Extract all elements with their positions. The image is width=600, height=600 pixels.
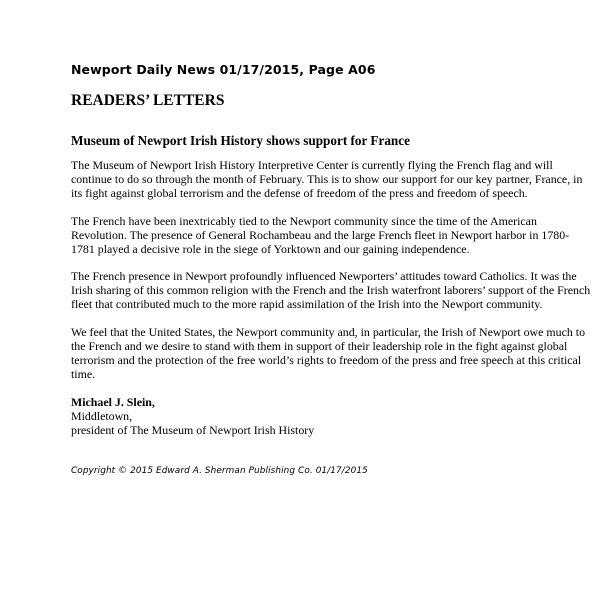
article-paragraph-3: The French presence in Newport profoundly influenced Newporters’ attitudes toward Catholics. It was the Irish sharing of this common religion with the French and the Irish waterfront laborers’ support of the French fleet that contributed much to the more rapid assimilation of the Irish into the Newport community.: [71, 269, 591, 312]
document-page: [71, 62, 591, 477]
signature-name: Michael J. Slein,: [71, 394, 155, 409]
section-title: READERS’ LETTERS: [71, 92, 225, 109]
article-headline: Museum of Newport Irish History shows support for France: [71, 133, 410, 148]
copyright-notice: Copyright © 2015 Edward A. Sherman Publishing Co. 01/17/2015: [71, 465, 368, 476]
article-paragraph-2: The French have been inextricably tied to the Newport community since the time of the American Revolution. The presence of General Rochambeau and the large French fleet in Newport harbor in 1780-1781 played a decisive role in the siege of Yorktown and our gaining independence.: [71, 213, 570, 256]
signature-location: Middletown,: [71, 408, 133, 423]
article-paragraph-4: We feel that the United States, the Newport community and, in particular, the Irish of Newport owe much to the French and we desire to stand with them in support of their leadership role in the fight against global terrorism and the protection of the free world’s rights to freedom of the press and free speech at this critical time.: [71, 325, 586, 381]
signature-title: president of The Museum of Newport Irish History: [71, 422, 315, 437]
signature-block: [71, 396, 591, 438]
source-line: Newport Daily News 01/17/2015, Page A06: [71, 62, 376, 77]
article-paragraph-1: The Museum of Newport Irish History Interpretive Center is currently flying the French flag and will continue to do so through the month of February. This is to show our support for our key partner, France, in its fight against global terrorism and the defense of freedom of the press and freedom of speech.: [71, 158, 583, 200]
